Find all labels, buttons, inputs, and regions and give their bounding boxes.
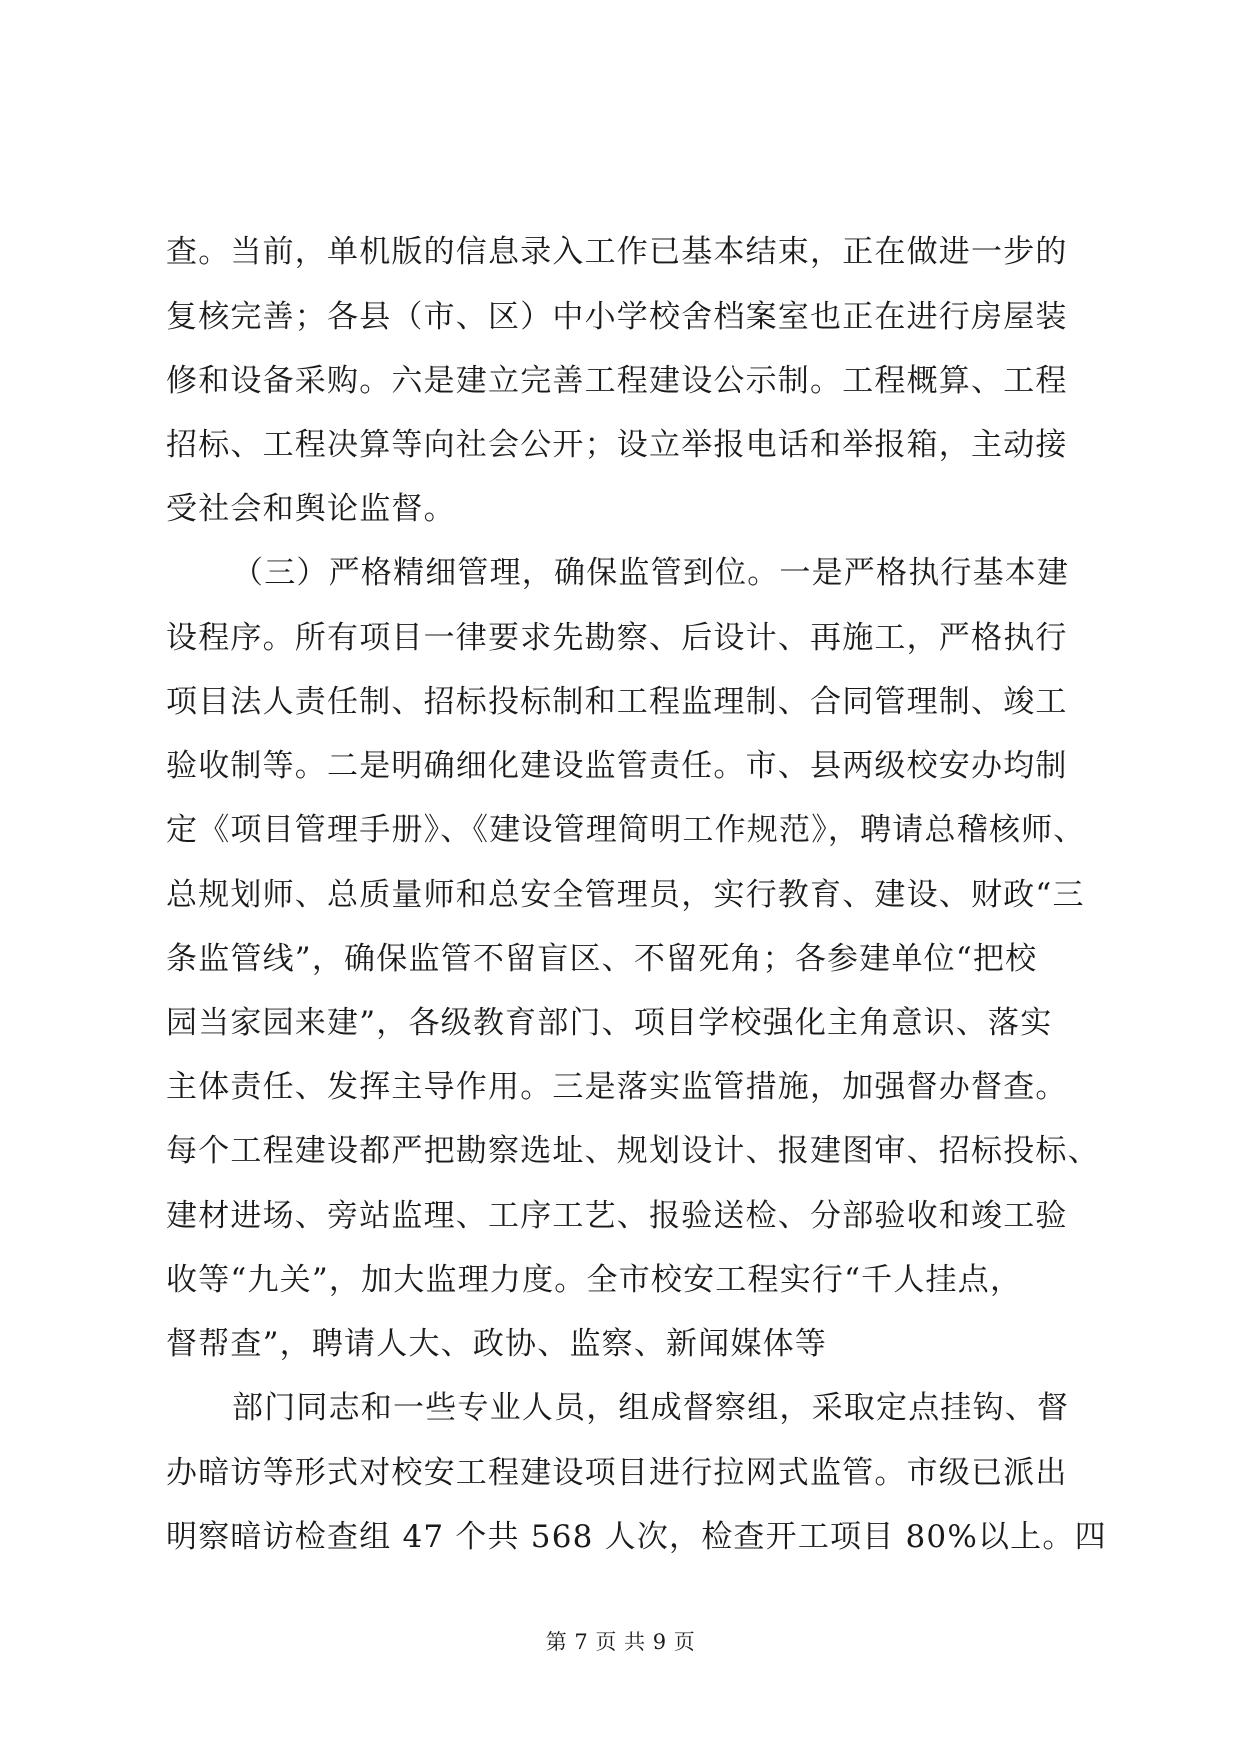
text-line: 明察暗访检查组 47 个共 568 人次，检查开工项目 80%以上。四: [166, 1519, 1107, 1555]
text-line: 园当家园来建”，各级教育部门、项目学校强化主角意识、落实: [166, 1005, 1053, 1041]
text-line: 总规划师、总质量师和总安全管理员，实行教育、建设、财政“三: [166, 877, 1085, 913]
text-line: 办暗访等形式对校安工程建设项目进行拉网式监管。市级已派出: [166, 1455, 1068, 1491]
text-line: 招标、工程决算等向社会公开；设立举报电话和举报箱，主动接: [166, 427, 1068, 463]
text-line: 项目法人责任制、招标投标制和工程监理制、合同管理制、竣工: [166, 684, 1068, 720]
text-line: 收等“九关”，加大监理力度。全市校安工程实行“千人挂点，: [166, 1262, 1023, 1298]
text-line: 定《项目管理手册》、《建设管理简明工作规范》，聘请总稽核师、: [166, 812, 1086, 848]
text-line: 设程序。所有项目一律要求先勘察、后设计、再施工，严格执行: [166, 620, 1068, 656]
text-line: 受社会和舆论监督。: [166, 491, 456, 527]
text-line: 每个工程建设都严把勘察选址、规划设计、报建图审、招标投标、: [166, 1133, 1100, 1169]
text-line: 查。当前，单机版的信息录入工作已基本结束，正在做进一步的: [166, 234, 1068, 270]
text-line: 修和设备采购。六是建立完善工程建设公示制。工程概算、工程: [166, 363, 1068, 399]
paragraph-start-line: 部门同志和一些专业人员，组成督察组，采取定点挂钩、督: [232, 1390, 1070, 1426]
text-line: 条监管线”，确保监管不留盲区、不留死角；各参建单位“把校: [166, 941, 1038, 977]
text-line: 复核完善；各县（市、区）中小学校舍档案室也正在进行房屋装: [166, 299, 1068, 335]
paragraph-heading-line: （三）严格精细管理，确保监管到位。一是严格执行基本建: [232, 555, 1070, 591]
text-line: 主体责任、发挥主导作用。三是落实监管措施，加强督办督查。: [166, 1069, 1068, 1105]
text-line: 建材进场、旁站监理、工序工艺、报验送检、分部验收和竣工验: [166, 1198, 1068, 1234]
text-line: 验收制等。二是明确细化建设监管责任。市、县两级校安办均制: [166, 748, 1068, 784]
page-footer: 第 7 页 共 9 页: [545, 1630, 696, 1654]
text-line: 督帮查”，聘请人大、政协、监察、新闻媒体等: [166, 1326, 828, 1362]
